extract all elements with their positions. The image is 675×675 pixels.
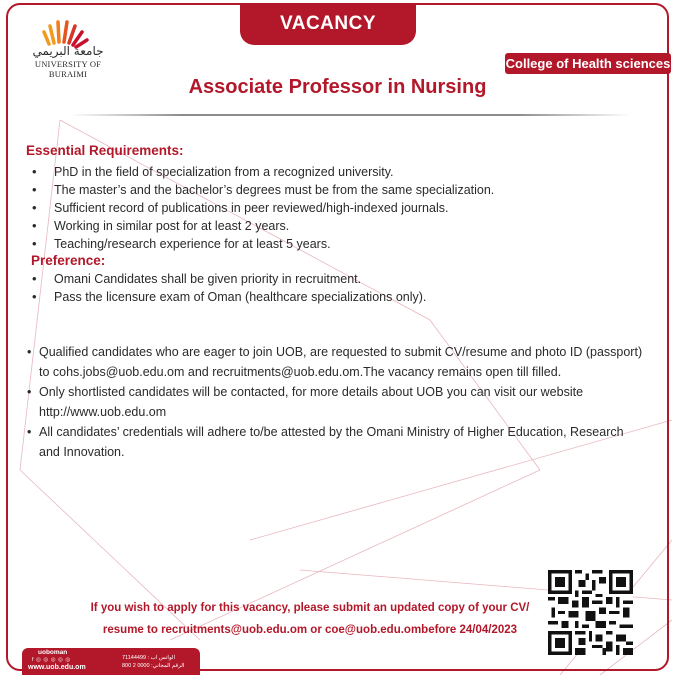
list-item: • Pass the licensure exam of Oman (healthcare specializations only). (30, 288, 426, 306)
note-item: • Qualified candidates who are eager to join UOB, are requested to submit CV/resume and photo ID (passport) to cohs.jobs@uob.edu.om and recruitments@uob.edu.om.The vacancy remains open till filled. (26, 342, 646, 382)
note-item: • Only shortlisted candidates will be contacted, for more details about UOB you can visit our website http://www.uob.edu.om (26, 382, 646, 422)
note-item: • All candidates’ credentials will adhere to/be attested by the Omani Ministry of Higher Education, Research and Innovation. (26, 422, 646, 462)
essential-list (30, 163, 494, 253)
whatsapp-number: الواتس اب : 71144499 (122, 655, 175, 661)
preference-list (30, 270, 426, 306)
list-item: • Teaching/research experience for at least 5 years. (30, 235, 494, 253)
position-title: Associate Professor in Nursing (188, 76, 487, 98)
list-item: • Working in similar post for at least 2 years. (30, 217, 494, 235)
list-item: • The master’s and the bachelor’s degrees must be from the same specialization. (30, 181, 494, 199)
toll-free-number: الرقم المجاني: 0000 2 800 (122, 663, 185, 669)
logo-latin-name: UNIVERSITY OF BURAIMI (34, 59, 102, 79)
social-icons[interactable]: f ◎ ◎ ◎ ◎ ◎ (32, 657, 71, 663)
vacancy-tab: VACANCY (240, 3, 416, 45)
apply-line-1: If you wish to apply for this vacancy, please submit an updated copy of your CV/ (90, 602, 530, 614)
notes-list (26, 342, 646, 462)
footer-contact-strip (22, 648, 200, 675)
preference-heading: Preference: (31, 253, 106, 268)
apply-instructions (80, 597, 540, 641)
apply-line-2: resume to recruitments@uob.edu.om or coe@uob.edu.ombefore 24/04/2023 (102, 624, 518, 636)
website-link[interactable]: www.uob.edu.om (28, 664, 86, 671)
list-item: • PhD in the field of specialization from a recognized university. (30, 163, 494, 181)
list-item: • Omani Candidates shall be given priority in recruitment. (30, 270, 426, 288)
title-divider (70, 114, 630, 116)
logo-arabic-name: جامعة البريمي (32, 44, 104, 58)
qr-code-icon[interactable] (548, 570, 633, 655)
essential-heading: Essential Requirements: (26, 143, 184, 158)
college-badge: College of Health sciences (505, 53, 671, 74)
social-handle[interactable]: uoboman (38, 649, 68, 656)
list-item: • Sufficient record of publications in peer reviewed/high-indexed journals. (30, 199, 494, 217)
